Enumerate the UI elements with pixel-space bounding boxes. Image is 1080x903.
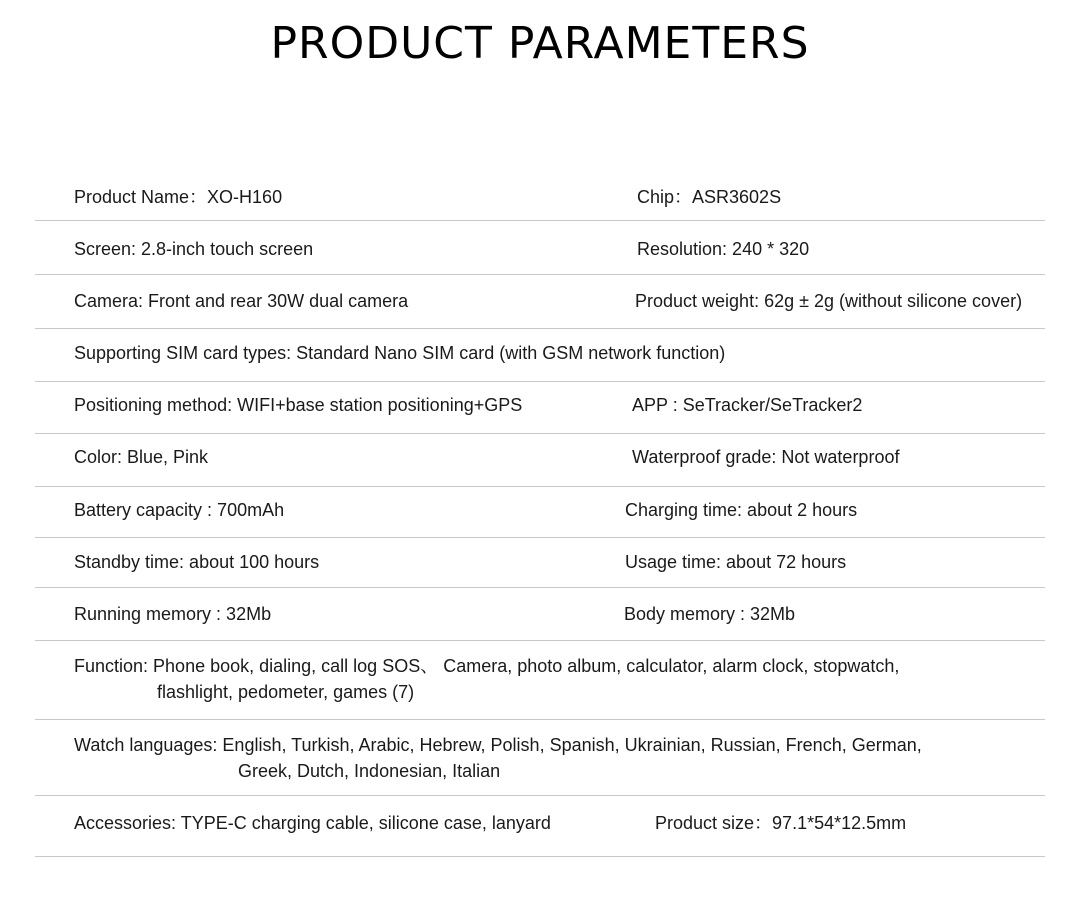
row-divider	[35, 719, 1045, 720]
row-divider	[35, 433, 1045, 434]
page-title: PRODUCT PARAMETERS	[270, 18, 810, 69]
param-waterproof-grade: Waterproof grade: Not waterproof	[632, 447, 900, 467]
param-body-memory: Body memory : 32Mb	[624, 604, 796, 624]
param-sim-card-types: Supporting SIM card types: Standard Nano SIM card (with GSM network function)	[74, 343, 726, 363]
param-standby-time: Standby time: about 100 hours	[74, 552, 320, 572]
param-product-name: Product Name：XO-H160	[74, 187, 283, 207]
param-product-size: Product size：97.1*54*12.5mm	[655, 813, 907, 833]
param-accessories: Accessories: TYPE-C charging cable, silicone case, lanyard	[74, 813, 551, 833]
row-divider	[35, 381, 1045, 382]
row-divider	[35, 537, 1045, 538]
param-running-memory: Running memory : 32Mb	[74, 604, 272, 624]
param-resolution: Resolution: 240 * 320	[637, 239, 810, 259]
param-battery-capacity: Battery capacity : 700mAh	[74, 500, 285, 520]
param-screen: Screen: 2.8-inch touch screen	[74, 239, 314, 259]
param-app: APP : SeTracker/SeTracker2	[632, 395, 863, 415]
param-languages-line2: Greek, Dutch, Indonesian, Italian	[238, 761, 501, 781]
param-charging-time: Charging time: about 2 hours	[625, 500, 858, 520]
param-product-weight: Product weight: 62g ± 2g (without silicone cover)	[635, 291, 1023, 311]
row-divider	[35, 587, 1045, 588]
row-divider	[35, 486, 1045, 487]
param-function-line2: flashlight, pedometer, games (7)	[157, 682, 415, 702]
row-divider	[35, 856, 1045, 857]
row-divider	[35, 640, 1045, 641]
param-function-line1: Function: Phone book, dialing, call log SOS、 Camera, photo album, calculator, alarm clock, stopwatch,	[74, 656, 900, 676]
row-divider	[35, 328, 1045, 329]
param-chip: Chip：ASR3602S	[637, 187, 782, 207]
row-divider	[35, 274, 1045, 275]
param-camera: Camera: Front and rear 30W dual camera	[74, 291, 409, 311]
param-color: Color: Blue, Pink	[74, 447, 209, 467]
param-positioning-method: Positioning method: WIFI+base station positioning+GPS	[74, 395, 523, 415]
param-languages-line1: Watch languages: English, Turkish, Arabic, Hebrew, Polish, Spanish, Ukrainian, Russian, French, German,	[74, 735, 922, 755]
row-divider	[35, 795, 1045, 796]
row-divider	[35, 220, 1045, 221]
param-usage-time: Usage time: about 72 hours	[625, 552, 847, 572]
